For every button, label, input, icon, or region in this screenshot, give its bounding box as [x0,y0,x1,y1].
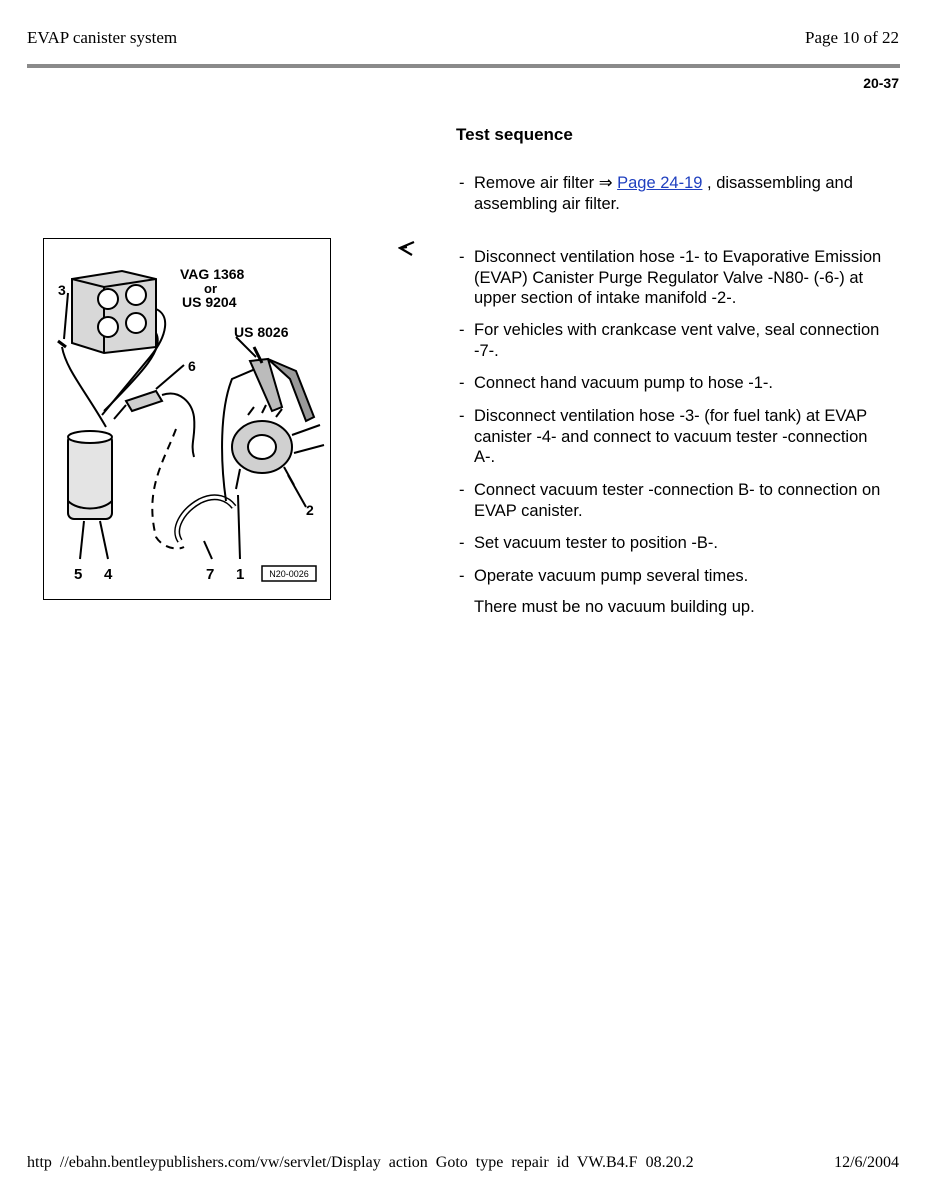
diagram-drawing [44,239,329,598]
step-item [456,320,886,361]
step-item [456,533,886,554]
step-text: Connect vacuum tester -connection B- to connection on EVAP canister. [474,481,881,520]
bullet-dash: - [459,481,465,499]
bullet-dash: - [459,567,465,585]
step-item [456,247,886,309]
repair-page-number: 20-37 [863,75,899,91]
section-title: Test sequence [456,125,573,144]
callout-6: 6 [188,358,196,374]
figure-pointer-icon [398,238,416,258]
step-text: For vehicles with crankcase vent valve, seal connection -7-. [474,321,880,360]
document-title: EVAP canister system [27,28,178,47]
pump-label: US 8026 [234,324,289,340]
step-item [456,566,886,587]
step-text: Connect hand vacuum pump to hose -1-. [474,374,774,392]
callout-3: 3 [58,282,66,298]
step-item [456,173,886,214]
step-text: Disconnect ventilation hose -3- (for fuel tank) at EVAP canister -4- and connect to vacuum tester -connection A-. [474,407,868,466]
step-text: Disconnect ventilation hose -1- to Evaporative Emission (EVAP) Canister Purge Regulator Valve -N80- (-6-) at upper section of intake manifold -2-. [474,248,882,307]
page-indicator: Page 10 of 22 [805,28,899,47]
bullet-dash: - [459,248,465,266]
source-url: http //ebahn.bentleypublishers.com/vw/servlet/Display action Goto type repair id VW.B4.F 08.20.2 [27,1154,694,1171]
or-label: or [204,281,217,296]
step-item [456,373,886,394]
bullet-dash: - [459,374,465,392]
bullet-dash: - [459,321,465,339]
step-item [456,406,886,468]
tester-alt-label: US 9204 [182,294,237,310]
page-link[interactable]: Page 24-19 [617,174,703,192]
result-note: There must be no vacuum building up. [474,598,755,616]
bullet-dash: - [459,534,465,552]
step-text: Remove air filter ⇒ Page 24-19 , disassembling and assembling air filter. [474,174,853,213]
tester-label: VAG 1368 [180,266,245,282]
callout-7: 7 [206,566,215,583]
bullet-dash: - [459,174,465,192]
callout-4: 4 [104,566,113,583]
step-text: Operate vacuum pump several times. [474,567,749,585]
callout-2: 2 [306,502,314,518]
callout-5: 5 [74,566,83,583]
header-divider [27,64,900,68]
step-text: Set vacuum tester to position -B-. [474,534,718,552]
figure-code: N20-0026 [269,569,309,579]
callout-1: 1 [236,566,245,583]
print-date: 12/6/2004 [834,1154,899,1171]
evap-test-diagram [43,238,331,600]
step-item [456,480,886,521]
bullet-dash: - [459,407,465,425]
